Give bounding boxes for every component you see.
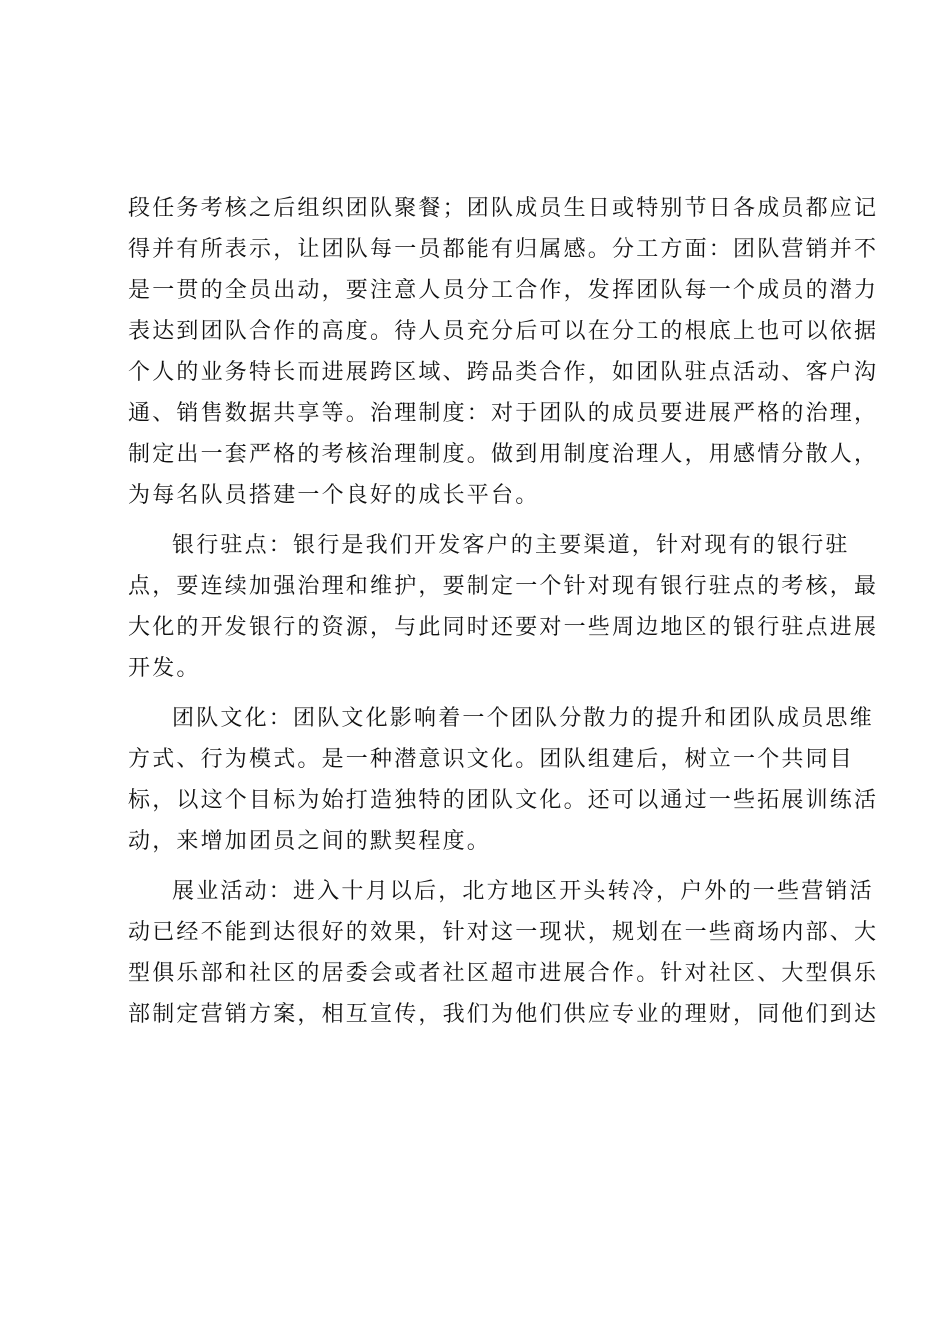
text-line: 银行驻点：银行是我们开发客户的主要渠道，针对现有的银行驻 [172,533,850,558]
text-line: 通、销售数据共享等。治理制度：对于团队的成员要进展严格的治理， [128,401,879,426]
document-body [128,188,879,1035]
paragraph-bank-outlets [128,525,879,689]
text-line: 点，要连续加强治理和维护，要制定一个针对现有银行驻点的考核，最 [128,574,879,599]
text-line: 方式、行为模式。是一种潜意识文化。团队组建后，树立一个共同目 [128,747,855,772]
text-line: 得并有所表示，让团队每一员都能有归属感。分工方面：团队营销并不 [128,237,879,262]
text-line: 表达到团队合作的高度。待人员充分后可以在分工的根底上也可以依据 [128,319,879,344]
text-line: 展业活动：进入十月以后，北方地区开头转冷，户外的一些营销活 [172,879,874,904]
text-line: 段任务考核之后组织团队聚餐；团队成员生日或特别节日各成员都应记 [128,196,879,221]
text-line: 开发。 [128,656,201,681]
text-line: 个人的业务特长而进展跨区域、跨品类合作，如团队驻点活动、客户沟 [128,360,879,385]
text-line: 标，以这个目标为始打造独特的团队文化。还可以通过一些拓展训练活 [128,788,879,813]
paragraph-team-culture [128,698,879,862]
text-line: 为每名队员搭建一个良好的成长平台。 [128,483,540,508]
text-line: 团队文化：团队文化影响着一个团队分散力的提升和团队成员思维 [172,706,874,731]
text-line: 型俱乐部和社区的居委会或者社区超市进展合作。针对社区、大型俱乐 [128,961,879,986]
text-line: 动，来增加团员之间的默契程度。 [128,829,492,854]
text-line: 动已经不能到达很好的效果，针对这一现状，规划在一些商场内部、大 [128,920,879,945]
text-line: 大化的开发银行的资源，与此同时还要对一些周边地区的银行驻点进展 [128,615,879,640]
paragraph-team-management [128,188,879,516]
text-line: 是一贯的全员出动，要注意人员分工合作，发挥团队每一个成员的潜力 [128,278,879,303]
text-line: 制定出一套严格的考核治理制度。做到用制度治理人，用感情分散人， [128,442,879,467]
text-line: 部制定营销方案，相互宣传，我们为他们供应专业的理财，同他们到达 [128,1002,879,1027]
paragraph-business-activities [128,871,879,1035]
